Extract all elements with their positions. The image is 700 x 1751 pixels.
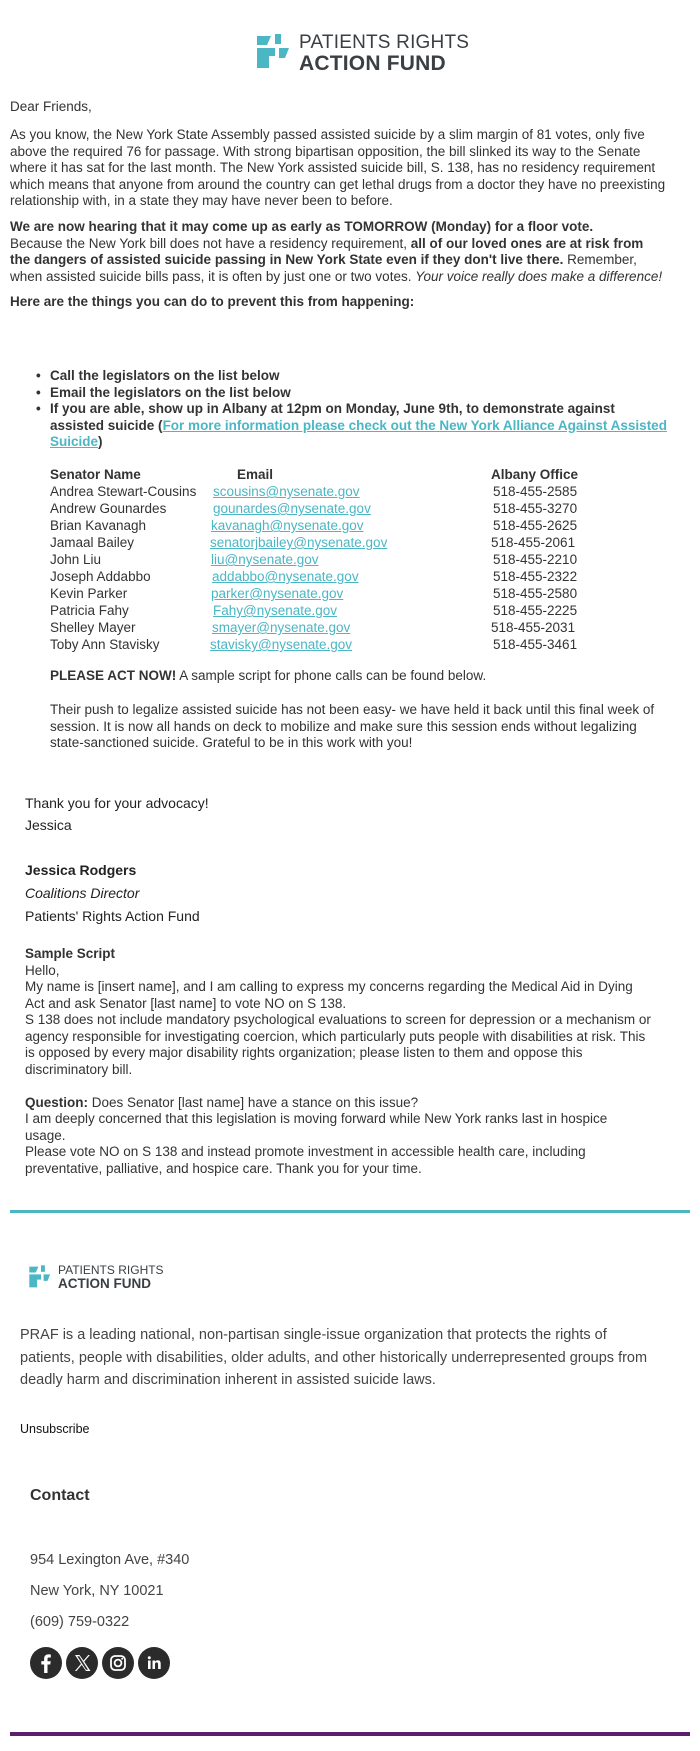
intro-line: where it has sat for the last month. The New York assisted suicide bill, S. 138, has no residency requirement xyxy=(10,160,656,175)
address-line1: 954 Lexington Ave, #340 xyxy=(30,1552,190,1568)
senator-name: Joseph Addabbo xyxy=(50,569,151,584)
praf-logo-icon xyxy=(28,1264,54,1290)
action-item-text: • If you are able, show up in Albany at 12pm on Monday, June 9th, to demonstrate against xyxy=(50,401,615,416)
footer-logo[interactable] xyxy=(28,1262,168,1292)
act-now-text: A sample script for phone calls can be found below. xyxy=(176,668,487,683)
senator-email-link[interactable]: parker@nysenate.gov xyxy=(211,586,344,601)
senator-email-link[interactable]: smayer@nysenate.gov xyxy=(212,620,351,635)
intro-line: above the required 76 for passage. With strong bipartisan opposition, the bill slinked its way to the Senate xyxy=(10,143,641,159)
table-row xyxy=(50,517,610,534)
senator-name: Toby Ann Stavisky xyxy=(50,637,160,652)
script-line: S 138 does not include mandatory psychological evaluations to screen for depression or a mechanism or xyxy=(25,1012,651,1027)
urgency-italic: Your voice really does make a difference! xyxy=(415,268,663,284)
table-row xyxy=(50,500,610,517)
action-item-text: assisted suicide ( xyxy=(50,417,163,433)
script-line: discriminatory bill. xyxy=(25,1061,133,1077)
unsubscribe-link[interactable]: Unsubscribe xyxy=(20,1422,90,1436)
signature-title: Coalitions Director xyxy=(25,885,140,901)
senators-table xyxy=(50,466,610,653)
greeting: Dear Friends, xyxy=(10,99,92,114)
table-row xyxy=(50,534,610,551)
senator-name: Shelley Mayer xyxy=(50,620,136,635)
col-header-phone: Albany Office xyxy=(491,467,579,482)
script-line: Act and ask Senator [last name] to vote NO on S 138. xyxy=(25,995,347,1011)
logo-line1: PATIENTS RIGHTS xyxy=(299,32,470,53)
script-line: agency responsible for investigating coercion, which particularly puts people with disabilities at risk. This xyxy=(25,1028,646,1044)
script-line: Hello, xyxy=(25,962,60,978)
contact-phone: (609) 759-0322 xyxy=(30,1614,130,1630)
script-line: My name is [insert name], and I am calling to express my concerns regarding the Medical Aid in Dying xyxy=(25,979,633,994)
senator-name: Andrew Gounardes xyxy=(50,501,167,516)
script-line: preventative, palliative, and hospice care. Thank you for your time. xyxy=(25,1160,422,1176)
about-paragraph xyxy=(20,1324,680,1392)
senator-phone: 518-455-2031 xyxy=(491,620,576,635)
purple-divider xyxy=(10,1732,690,1736)
script-line: usage. xyxy=(25,1127,66,1143)
senator-email-link[interactable]: addabbo@nysenate.gov xyxy=(212,569,359,584)
about-line: deadly harm and discrimination inherent in assisted suicide laws. xyxy=(20,1372,436,1388)
senator-email-link[interactable]: kavanagh@nysenate.gov xyxy=(211,518,364,533)
action-item: • Call the legislators on the list below xyxy=(50,368,700,385)
action-item-text: ) xyxy=(98,434,103,449)
actions-list xyxy=(50,368,700,451)
x-icon[interactable] xyxy=(66,1647,98,1679)
instagram-icon[interactable] xyxy=(102,1647,134,1679)
senator-phone: 518-455-2585 xyxy=(493,484,578,499)
thanks-line: Thank you for your advocacy! xyxy=(25,795,209,811)
script-line: I am deeply concerned that this legislation is moving forward while New York ranks last in hospice xyxy=(25,1111,608,1126)
intro-paragraph xyxy=(10,127,695,210)
script-line: is opposed by every major disability rights organization; please listen to them and oppose this xyxy=(25,1045,583,1060)
address-line2: New York, NY 10021 xyxy=(30,1583,164,1599)
table-row xyxy=(50,551,610,568)
table-row xyxy=(50,602,610,619)
sample-script xyxy=(25,946,690,1177)
about-line: PRAF is a leading national, non-partisan single-issue organization that protects the rights of xyxy=(20,1327,607,1343)
urgency-text: Because the New York bill does not have a residency requirement, xyxy=(10,235,411,251)
senator-phone: 518-455-2061 xyxy=(491,535,576,550)
urgency-text: Remember, xyxy=(563,252,637,267)
senator-email-link[interactable]: Fahy@nysenate.gov xyxy=(213,603,338,618)
senator-name: Andrea Stewart-Cousins xyxy=(50,484,197,499)
nyaaas-link-cont[interactable]: Suicide xyxy=(50,434,99,449)
senator-email-link[interactable]: liu@nysenate.gov xyxy=(211,552,319,567)
senator-phone: 518-455-3270 xyxy=(493,501,578,516)
urgency-text: when assisted suicide bills pass, it is often by just one or two votes. xyxy=(10,268,416,284)
nyaaas-link[interactable]: For more information please check out the New York Alliance Against Assisted xyxy=(162,417,667,433)
senator-phone: 518-455-3461 xyxy=(493,637,578,652)
footer-logo-line1: PATIENTS RIGHTS xyxy=(58,1263,164,1277)
senator-phone: 518-455-2625 xyxy=(493,518,578,533)
senator-name: Kevin Parker xyxy=(50,586,128,601)
senator-phone: 518-455-2225 xyxy=(493,603,578,618)
footer-logo-line2: ACTION FUND xyxy=(58,1276,151,1291)
header-logo[interactable] xyxy=(255,30,470,75)
senator-phone: 518-455-2210 xyxy=(493,552,578,567)
senator-email-link[interactable]: senatorjbailey@nysenate.gov xyxy=(210,535,388,550)
push-line: Their push to legalize assisted suicide has not been easy- we have held it back until this final week of xyxy=(50,702,655,717)
urgency-headline: We are now hearing that it may come up as early as TOMORROW (Monday) for a floor vote. xyxy=(10,219,594,234)
logo-line2: ACTION FUND xyxy=(299,52,446,75)
senator-phone: 518-455-2580 xyxy=(493,586,578,601)
signature-name: Jessica Rodgers xyxy=(25,862,137,878)
facebook-icon[interactable] xyxy=(30,1647,62,1679)
action-item xyxy=(50,401,700,451)
senator-email-link[interactable]: scousins@nysenate.gov xyxy=(213,484,360,499)
table-row xyxy=(50,568,610,585)
urgency-emphasis: all of our loved ones are at risk from xyxy=(410,235,644,251)
question-label: Question: xyxy=(25,1094,88,1110)
senator-email-link[interactable]: stavisky@nysenate.gov xyxy=(210,637,353,652)
senator-phone: 518-455-2322 xyxy=(493,569,578,584)
senator-name: Patricia Fahy xyxy=(50,603,129,618)
senator-name: Brian Kavanagh xyxy=(50,518,147,533)
senator-name: Jamaal Bailey xyxy=(50,535,135,550)
col-header-email: Email xyxy=(237,467,274,482)
table-row xyxy=(50,619,610,636)
table-header xyxy=(50,466,610,483)
table-row xyxy=(50,483,610,500)
act-now-bold: PLEASE ACT NOW! xyxy=(50,668,177,683)
table-row xyxy=(50,585,610,602)
act-now xyxy=(50,668,486,683)
teal-divider xyxy=(10,1210,690,1213)
signature-first: Jessica xyxy=(25,817,72,833)
linkedin-icon[interactable] xyxy=(138,1647,170,1679)
urgency-paragraph xyxy=(10,219,695,285)
table-row xyxy=(50,636,610,653)
about-line: patients, people with disabilities, older adults, and other historically underrepresented groups from xyxy=(20,1349,648,1366)
col-header-name: Senator Name xyxy=(50,467,141,482)
push-paragraph xyxy=(50,702,695,752)
script-line: Please vote NO on S 138 and instead promote investment in accessible health care, including xyxy=(25,1144,586,1159)
intro-line: As you know, the New York State Assembly passed assisted suicide by a slim margin of 81 votes, only five xyxy=(10,127,645,142)
script-heading: Sample Script xyxy=(25,946,116,961)
push-line: state-sanctioned suicide. Grateful to be in this work with you! xyxy=(50,735,413,750)
signature-org: Patients' Rights Action Fund xyxy=(25,908,200,924)
intro-line: which means that anyone from around the country can get lethal drugs from a doctor they have no preexisting xyxy=(10,176,666,192)
senator-name: John Liu xyxy=(50,552,102,567)
praf-logo-icon xyxy=(255,32,295,72)
intro-line: relationship with, in a state they may have never been to before. xyxy=(10,193,393,208)
push-line: session. It is now all hands on deck to mobilize and make sure this session ends without legalizing xyxy=(50,718,637,734)
question-text: Does Senator [last name] have a stance on this issue? xyxy=(88,1094,419,1110)
actions-heading: Here are the things you can do to prevent this from happening: xyxy=(10,294,415,309)
action-item: • Email the legislators on the list below xyxy=(50,385,700,402)
urgency-emphasis: the dangers of assisted suicide passing in New York State even if they don't live there. xyxy=(10,252,564,267)
senator-email-link[interactable]: gounardes@nysenate.gov xyxy=(213,501,371,516)
contact-heading: Contact xyxy=(30,1487,90,1504)
